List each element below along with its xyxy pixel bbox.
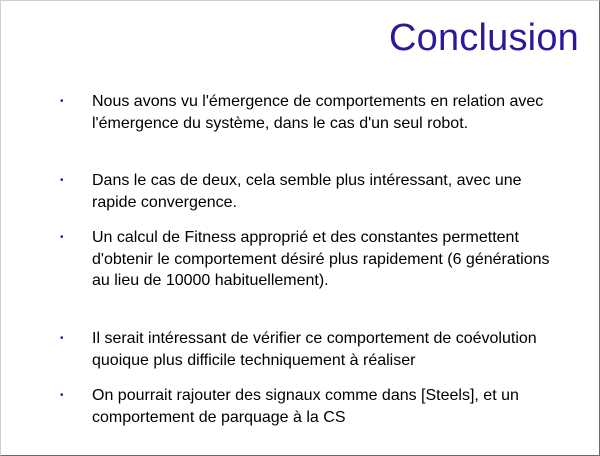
bullet-icon: • <box>60 175 64 186</box>
bullet-text: Dans le cas de deux, cela semble plus intéressant, avec une rapide convergence. <box>92 172 522 211</box>
bullet-icon: • <box>60 96 64 107</box>
bullet-icon: • <box>60 390 64 401</box>
bullet-list <box>1 1 599 455</box>
bullet-text: On pourrait rajouter des signaux comme dans [Steels], et un comportement de parquage à la CS <box>92 387 519 426</box>
bullet-icon: • <box>60 333 64 344</box>
slide-title: Conclusion <box>389 17 579 59</box>
bullet-text: Il serait intéressant de vérifier ce comportement de coévolution quoique plus difficile techniquement à réaliser <box>92 330 537 369</box>
bullet-text: Un calcul de Fitness approprié et des constantes permettent d'obtenir le comportement désiré plus rapidement (6 générations au lieu de 10000 habituellement). <box>92 229 550 289</box>
bullet-icon: • <box>60 232 64 243</box>
bullet-text: Nous avons vu l'émergence de comportements en relation avec l'émergence du système, dans le cas d'un seul robot. <box>92 93 544 132</box>
